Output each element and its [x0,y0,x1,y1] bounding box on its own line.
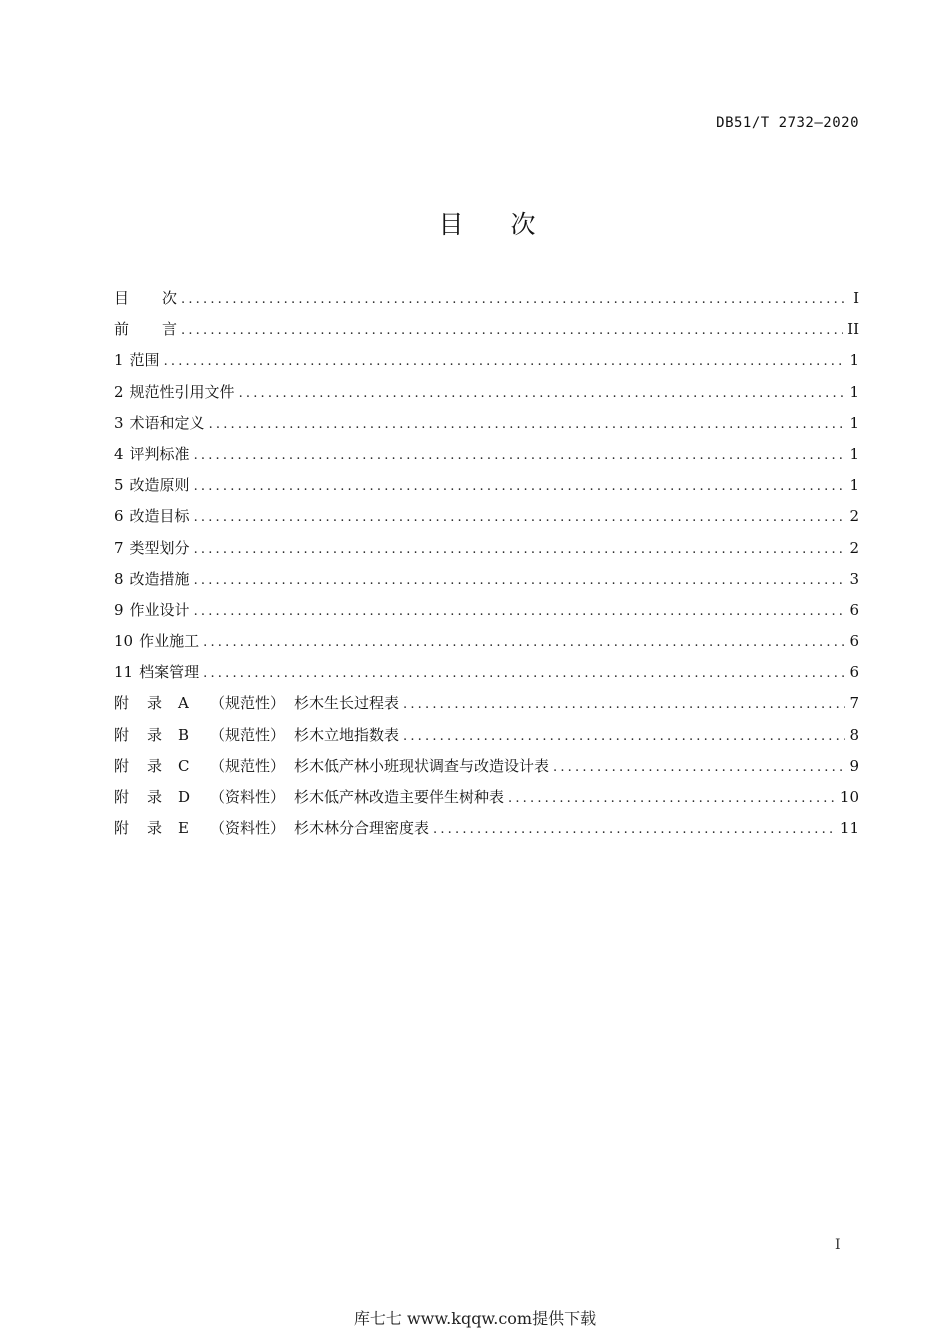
section-title: 作业施工 [139,632,200,651]
section-title: 类型划分 [129,538,190,557]
appendix-title: 杉木低产林改造主要伴生树种表 [294,788,505,806]
toc-entry[interactable] [114,628,859,659]
toc-page-number: 7 [849,694,859,713]
toc-entry[interactable] [114,566,859,597]
appendix-word-char: 录 [147,788,163,806]
dot-leader [194,568,846,594]
toc-page-number: II [847,320,859,339]
section-number: 7 [114,538,124,557]
section-number: 4 [114,444,124,463]
appendix-letter: C [178,756,190,775]
section-title: 改造措施 [129,569,190,588]
dot-leader [194,443,846,469]
toc-entry[interactable] [114,659,859,690]
dot-leader [239,381,846,407]
toc-appendix-entry[interactable] [114,753,859,784]
appendix-type: （规范性） [210,756,286,775]
dot-leader [194,505,846,531]
toc-entry[interactable] [114,597,859,628]
appendix-word [114,753,178,779]
toc-entry[interactable] [114,441,859,472]
toc-page-number: 9 [849,756,859,775]
dot-leader [203,630,845,656]
dot-leader [194,537,846,563]
appendix-title: 杉木生长过程表 [294,694,400,713]
toc-page-number: 1 [849,382,859,401]
toc-entry[interactable] [114,535,859,566]
section-title: 范围 [129,351,160,370]
section-title: 作业设计 [129,600,190,619]
section-title: 评判标准 [129,444,190,463]
dot-leader [403,724,845,750]
document-code: DB51/T 2732—2020 [716,115,859,131]
toc-entry-char: 言 [162,320,178,339]
page-title [0,205,950,241]
appendix-word-char: 附 [114,756,130,775]
section-title: 档案管理 [139,663,200,682]
appendix-word-char: 录 [147,819,163,838]
appendix-type: （规范性） [210,694,286,713]
section-number: 1 [114,351,124,370]
toc-entry[interactable] [114,472,859,503]
dot-leader [508,786,836,812]
section-title: 规范性引用文件 [129,382,235,401]
page-number: I [835,1237,841,1253]
toc-page-number: 6 [849,663,859,682]
section-number: 9 [114,600,124,619]
dot-leader [209,412,846,438]
appendix-title: 杉木低产林小班现状调查与改造设计表 [294,756,550,775]
appendix-word-char: 附 [114,694,130,713]
toc-entry-char: 次 [162,289,178,307]
dot-leader [164,349,846,375]
toc-page-number: I [853,289,859,307]
appendix-word [114,815,178,841]
toc-page-number: 1 [849,476,859,495]
footer-watermark-text: 库七七 www.kqqw.com提供下载 [353,1309,597,1328]
toc-entry[interactable] [114,316,859,347]
toc-entry[interactable] [114,285,859,316]
toc-appendix-entry[interactable] [114,815,859,846]
appendix-title: 杉木林分合理密度表 [294,819,430,838]
appendix-title: 杉木立地指数表 [294,725,400,744]
section-number: 5 [114,476,124,495]
toc-page-number: 8 [849,725,859,744]
toc-page-number: 1 [849,351,859,370]
section-number: 10 [114,632,134,651]
appendix-word [114,784,178,810]
dot-leader [203,661,845,687]
section-number: 11 [114,663,134,682]
toc-page-number: 6 [849,632,859,651]
appendix-word [114,690,178,716]
appendix-letter: B [178,725,190,744]
appendix-letter: A [178,694,189,713]
dot-leader [433,817,836,843]
toc-page-number: 3 [849,569,859,588]
toc-page-number: 11 [839,819,859,838]
toc-appendix-entry[interactable] [114,690,859,721]
appendix-word-char: 录 [147,756,163,775]
toc-entry[interactable] [114,347,859,378]
dot-leader [181,287,849,313]
appendix-word-char: 附 [114,819,130,838]
toc-entry-char: 目 [114,289,130,307]
section-title: 改造目标 [129,507,190,526]
toc-entry[interactable] [114,379,859,410]
appendix-type: （资料性） [210,819,286,838]
appendix-word-char: 附 [114,788,130,806]
section-number: 3 [114,413,124,432]
appendix-type: （规范性） [210,725,286,744]
appendix-type: （资料性） [210,788,286,806]
toc-page-number: 1 [849,413,859,432]
section-number: 6 [114,507,124,526]
appendix-letter: D [178,788,191,806]
appendix-word-char: 录 [147,725,163,744]
appendix-word-char: 附 [114,725,130,744]
toc-page-number: 6 [849,600,859,619]
appendix-word [114,722,178,748]
toc-appendix-entry[interactable] [114,784,859,815]
toc-page-number: 2 [849,507,859,526]
toc-page-number: 10 [839,788,859,806]
dot-leader [181,318,843,344]
toc-appendix-entry[interactable] [114,722,859,753]
toc-entry[interactable] [114,410,859,441]
section-number: 8 [114,569,124,588]
toc-entry-char: 前 [114,320,130,339]
table-of-contents [114,285,859,846]
title-char-1: 目 [438,210,465,239]
section-title: 改造原则 [129,476,190,495]
appendix-letter: E [178,819,189,838]
dot-leader [403,692,845,718]
section-title: 术语和定义 [129,413,205,432]
dot-leader [194,474,846,500]
dot-leader [194,599,846,625]
dot-leader [553,755,845,781]
title-char-2: 次 [510,210,537,239]
toc-entry[interactable] [114,503,859,534]
appendix-word-char: 录 [147,694,163,713]
section-number: 2 [114,382,124,401]
toc-page-number: 2 [849,538,859,557]
toc-page-number: 1 [849,444,859,463]
